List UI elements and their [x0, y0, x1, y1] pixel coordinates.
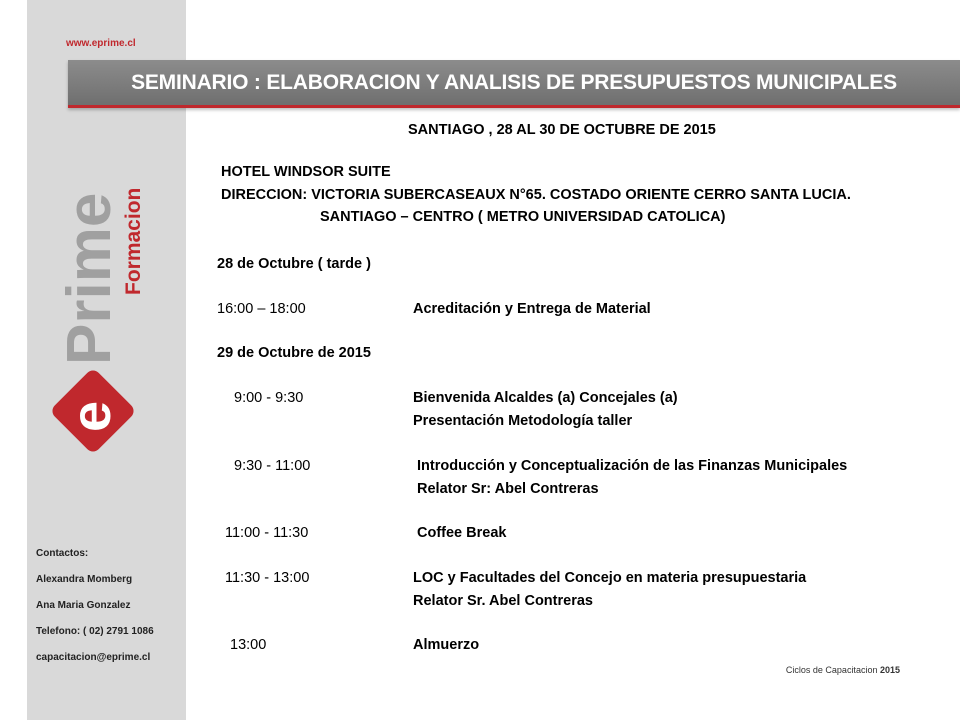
session-2-text-2: Presentación Metodología taller: [413, 413, 633, 429]
eprime-logo: [40, 180, 160, 480]
event-address-1: DIRECCION: VICTORIA SUBERCASEAUX N°65. COSTADO ORIENTE CERRO SANTA LUCIA.: [221, 187, 851, 203]
event-date: SANTIAGO , 28 AL 30 DE OCTUBRE DE 2015: [408, 122, 716, 138]
day-2-heading: 29 de Octubre de 2015: [217, 345, 371, 361]
session-1-text: Acreditación y Entrega de Material: [413, 301, 651, 317]
session-6-text: Almuerzo: [413, 637, 480, 653]
session-5-text-1: LOC y Facultades del Concejo en materia presupuestaria: [413, 570, 807, 586]
day-1-heading: 28 de Octubre ( tarde ): [217, 256, 371, 272]
session-4-time: 11:00 - 11:30: [225, 525, 309, 541]
contact-email[interactable]: capacitacion@eprime.cl: [36, 652, 151, 663]
contact-name-2: Ana Maria Gonzalez: [36, 600, 131, 611]
logo-letter: e: [59, 400, 122, 432]
contact-name-1: Alexandra Momberg: [36, 574, 133, 585]
event-address-2: SANTIAGO – CENTRO ( METRO UNIVERSIDAD CATOLICA): [320, 209, 726, 225]
session-3-text-1: Introducción y Conceptualización de las Finanzas Municipales: [417, 458, 848, 474]
contacts-heading: Contactos:: [36, 548, 89, 559]
logo-name: Prime: [55, 192, 124, 365]
website-url[interactable]: www.eprime.cl: [66, 38, 136, 49]
session-5-text-2: Relator Sr. Abel Contreras: [413, 593, 593, 609]
session-5-time: 11:30 - 13:00: [225, 570, 310, 586]
session-1-time: 16:00 – 18:00: [217, 301, 306, 317]
contact-phone: Telefono: ( 02) 2791 1086: [36, 626, 154, 637]
footer-text: Ciclos de Capacitacion: [785, 665, 878, 675]
event-venue: HOTEL WINDSOR SUITE: [221, 164, 391, 180]
page-title: SEMINARIO : ELABORACION Y ANALISIS DE PRESUPUESTOS MUNICIPALES: [131, 71, 897, 94]
logo-sub: Formacion: [122, 187, 145, 295]
session-2-text-1: Bienvenida Alcaldes (a) Concejales (a): [413, 390, 678, 406]
session-3-time: 9:30 - 11:00: [234, 458, 311, 474]
footer-year: 2015: [879, 665, 900, 675]
session-2-time: 9:00 - 9:30: [234, 390, 304, 406]
session-4-text: Coffee Break: [417, 525, 507, 541]
contacts-block: [36, 548, 154, 678]
session-6-time: 13:00: [230, 637, 267, 653]
title-banner: [68, 60, 960, 108]
session-3-text-2: Relator Sr: Abel Contreras: [417, 481, 599, 497]
logo-diamond-icon: [49, 367, 137, 455]
footer: [786, 665, 900, 675]
